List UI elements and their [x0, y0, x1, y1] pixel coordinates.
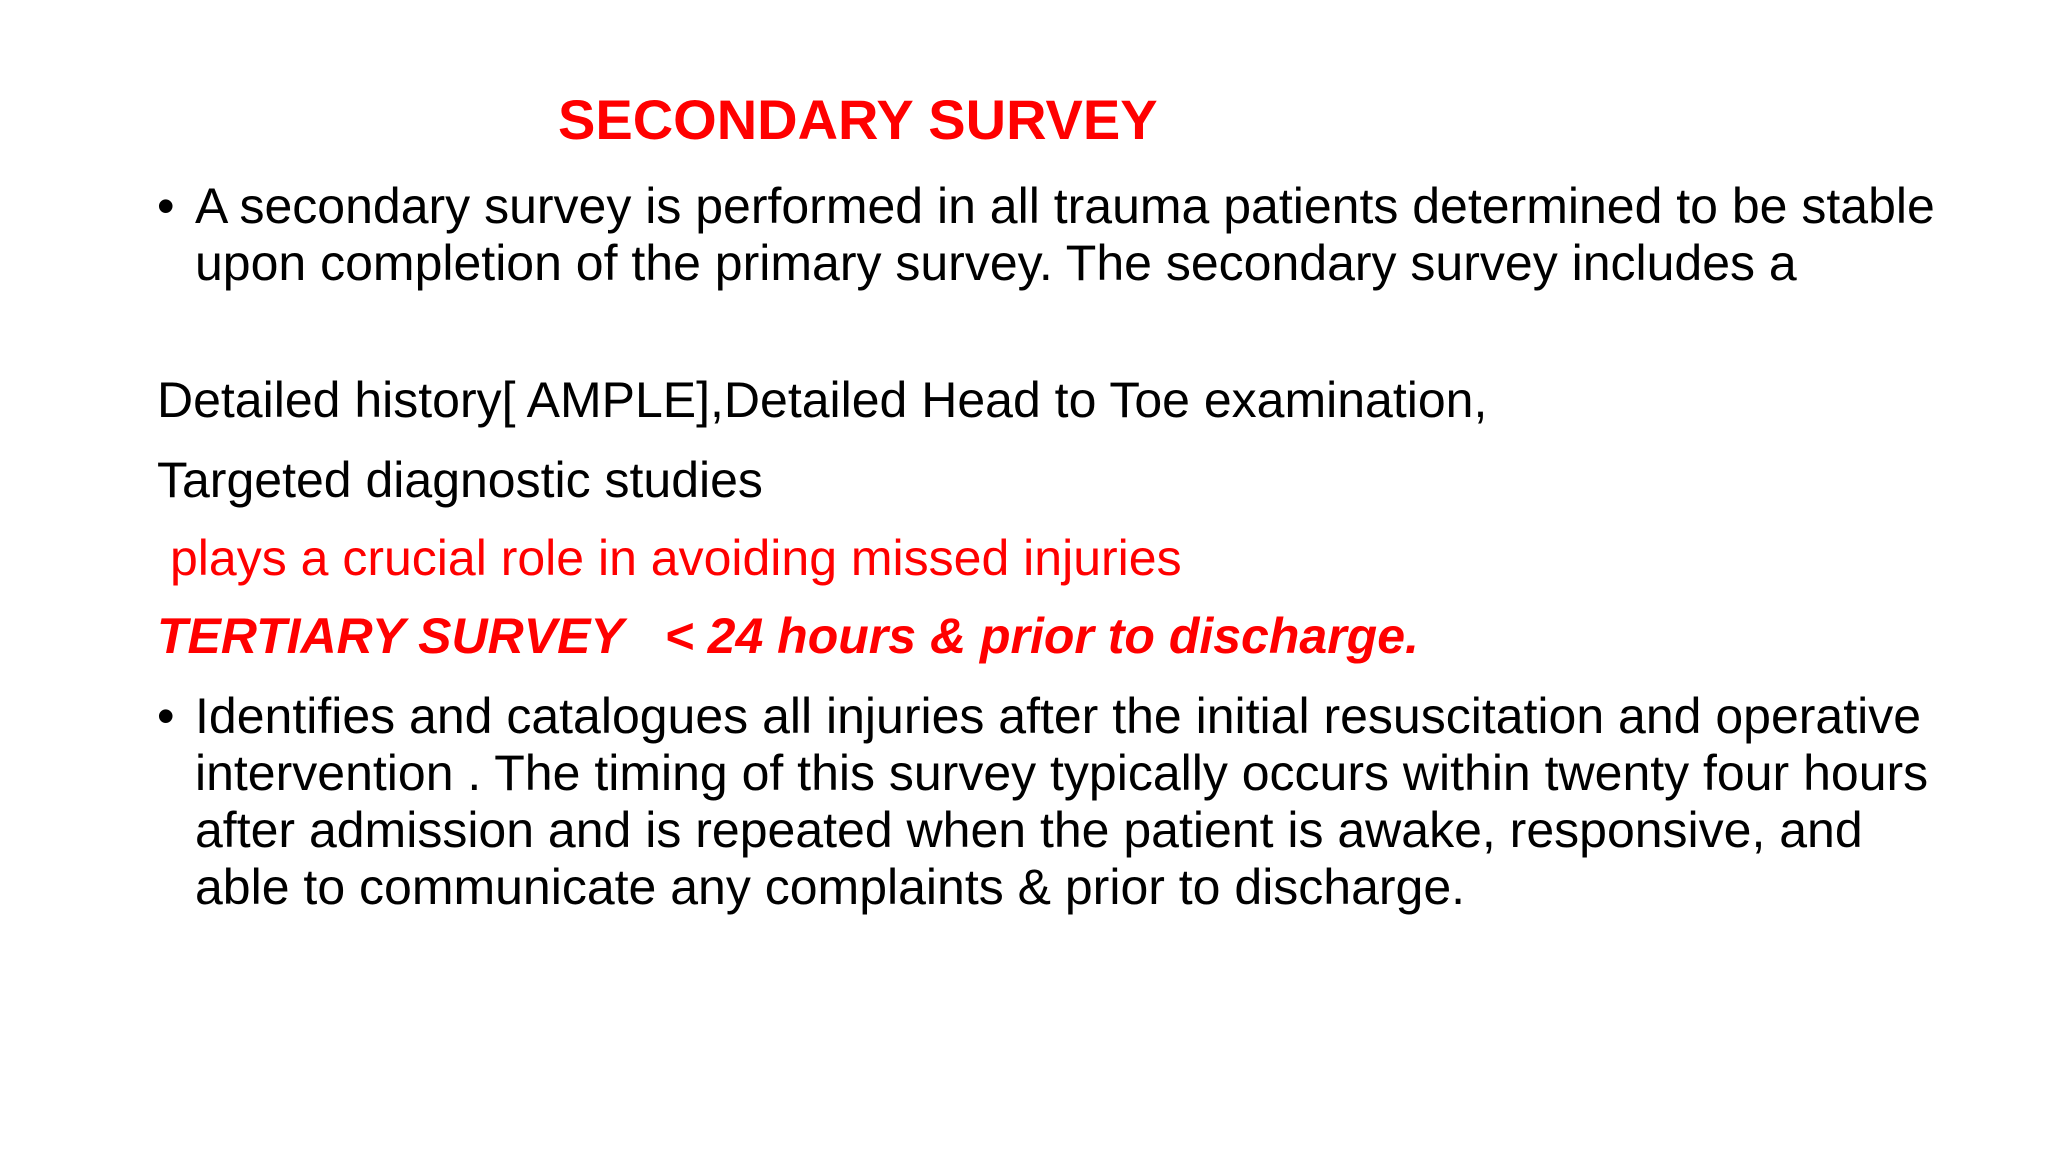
diagnostic-studies-line: Targeted diagnostic studies	[157, 452, 763, 508]
bullet-text: Identifies and catalogues all injuries after the initial resuscitation and operative intervention . The timing of this survey typically occurs within twenty four hours after admission and is repeated when the patient is awake, responsive, and able to communicate any complaints & prior to discharge.	[195, 688, 1929, 915]
bullet-text: A secondary survey is performed in all trauma patients determined to be stable upon completion of the primary survey. The secondary survey includes a	[195, 178, 1935, 291]
bullet-secondary-survey	[157, 178, 1957, 292]
bullet-dot-icon: •	[157, 688, 175, 744]
detailed-history-line: Detailed history[ AMPLE],Detailed Head to Toe examination,	[157, 372, 1488, 428]
tertiary-survey-heading: TERTIARY SURVEY < 24 hours & prior to discharge.	[157, 608, 1419, 664]
bullet-tertiary-survey	[157, 688, 1957, 916]
slide-title: SECONDARY SURVEY	[558, 88, 1158, 151]
crucial-role-line: plays a crucial role in avoiding missed injuries	[170, 530, 1182, 586]
bullet-dot-icon: •	[157, 178, 175, 234]
